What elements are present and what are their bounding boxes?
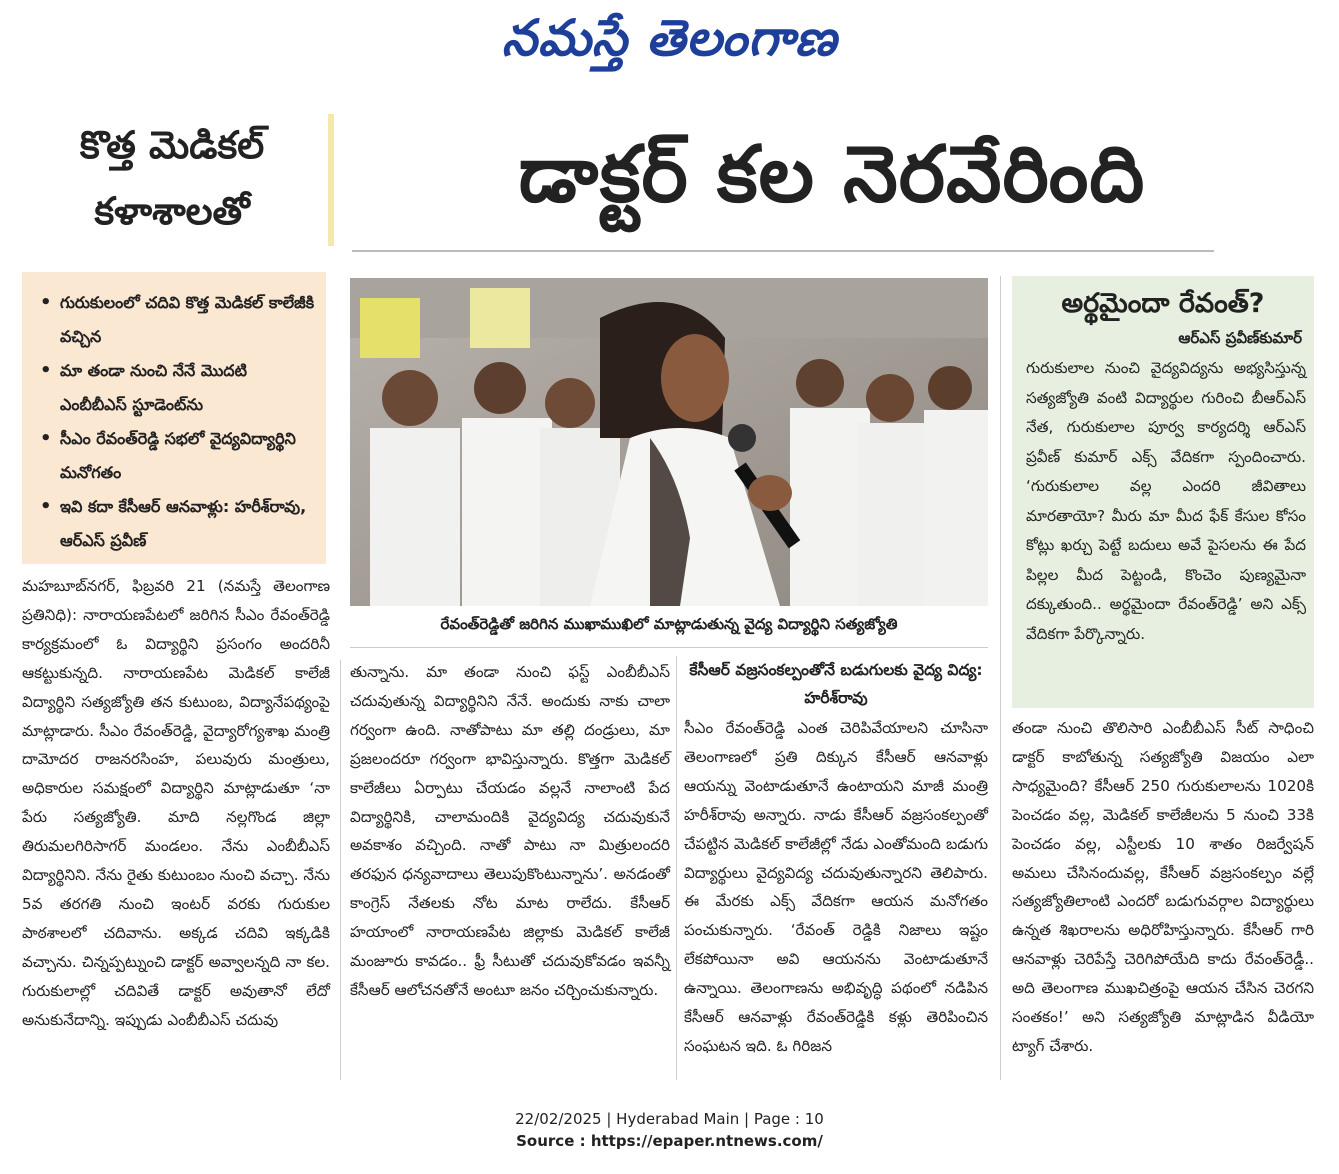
kicker-line-1: కొత్త మెడికల్ — [79, 123, 265, 167]
article-column-3: సీఎం రేవంత్‌రెడ్డి ఎంత చెరిపివేయాలని చూసినా తెలంగాణలో ప్రతి దిక్కున కేసీఆర్ ఆనవాళ్లు ఆయన్ను వెంటాడుతూనే ఉంటాయని మాజీ మంత్రి హరీశ్‌రావు అన్నారు. నాడు కేసీఆర్ వజ్రసంకల్పంతో చేపట్టిన మెడికల్ కాలేజీల్లో నేడు ఎంతోమంది బడుగు విద్యార్థులు వైద్యవిద్య చదువుతున్నారని తెలిపారు. ఈ మేరకు ఎక్స్ వేదికగా ఆయన మనోగతం పంచుకున్నారు. ‘రేవంత్ రెడ్డికి నిజాలు ఇష్టం లేకపోయినా అవి ఆయనను వెంటాడుతూనే ఉన్నాయి. తెలంగాణను అభివృద్ధి పథంలో నడిపిన కేసీఆర్ ఆనవాళ్లు రేవంత్‌రెడ్డికి కళ్లు తెరిపించిన సంఘటన ఇది. ఓ గిరిజన — [684, 719, 988, 1055]
column-rule — [676, 656, 677, 1080]
sidebar-body: గురుకులాల నుంచి వైద్యవిద్యను అభ్యసిస్తున్న సత్యజ్యోతి వంటి విద్యార్థుల గురించి బీఆర్‌ఎస్ నేత, గురుకులాల పూర్వ కార్యదర్శి ఆర్‌ఎస్ ప్రవీణ్ కుమార్ ఎక్స్ వేదికగా స్పందించారు. ‘గురుకులాల వల్ల ఎందరి జీవితాలు మారతాయో? మీరు మా మీద ఫేక్ కేసుల కోసం కోట్లు ఖర్చు పెట్టే బదులు అవే పైసలను ఈ పేద పిల్లల మీద పెట్టండి, కొంచెం పుణ్యమైనా దక్కుతుంది.. అర్థమైందా రేవంత్‌రెడ్డి’ అని ఎక్స్ వేదికగా పేర్కొన్నారు. — [1026, 359, 1306, 643]
highlight-item: • సీఎం రేవంత్‌రెడ్డి సభలో వైద్యవిద్యార్థిని మనోగతం — [36, 422, 316, 490]
opinion-sidebar — [1012, 276, 1314, 708]
headline-rule — [352, 250, 1214, 252]
column-rule — [1000, 276, 1001, 1080]
masthead — [0, 0, 1339, 80]
kicker-divider — [328, 114, 334, 246]
highlight-item: • ఇవి కదా కేసీఆర్ ఆనవాళ్లు: హరీశ్‌రావు, ఆర్‌ఎస్ ప్రవీణ్ — [36, 490, 316, 558]
highlight-item: • గురుకులంలో చదివి కొత్త మెడికల్ కాలేజీకి వచ్చిన — [36, 286, 316, 354]
sidebar-title: అర్థమైందా రేవంత్? — [1061, 288, 1265, 319]
subheading: కేసీఆర్ వజ్రసంకల్పంతోనే బడుగులకు వైద్య విద్య: హరీశ్‌రావు — [689, 661, 983, 707]
photo-illustration — [350, 278, 988, 606]
footer-source: Source : https://epaper.ntnews.com/ — [516, 1132, 823, 1150]
highlight-item: • మా తండా నుంచి నేనే మొదటి ఎంబీబీఎస్ స్టూడెంట్‌ను — [36, 354, 316, 422]
highlights-box — [22, 272, 326, 564]
photo-caption: రేవంత్‌రెడ్డితో జరిగిన ముఖాముఖిలో మాట్లాడుతున్న వైద్య విద్యార్థిని సత్యజ్యోతి — [350, 607, 988, 648]
kicker-line-2: కళాశాలతో — [94, 189, 250, 233]
article-column-2: తున్నాను. మా తండా నుంచి ఫస్ట్ ఎంబీబీఎస్ చదువుతున్న విద్యార్థినిని నేనే. అందుకు నాకు చాలా గర్వంగా ఉంది. నాతోపాటు మా తల్లి దండ్రులు, మా ప్రజలందరూ గర్వంగా భావిస్తున్నారు. కొత్తగా మెడికల్ కాలేజీలు ఏర్పాటు చేయడం వల్లనే నాలాంటి పేద విద్యార్థినికి, చాలామందికి వైద్యవిద్య చదువుకునే అవకాశం వచ్చింది. నాతో పాటు నా మిత్రులందరి తరఫున ధన్యవాదాలు తెలుపుకొంటున్నాను’. అనడంతో కాంగ్రెస్ నేతలకు నోట మాట రాలేదు. కేసీఆర్ హయాంలో నారాయణపేట జిల్లాకు మెడికల్ కాలేజీ మంజూరు కావడం.. ఫ్రీ సీటుతో చదువుకోవడం ఇవన్నీ కేసీఆర్ ఆలోచనతోనే అంటూ జనం చర్చించుకున్నారు. — [350, 663, 670, 999]
column-rule — [340, 660, 341, 1080]
masthead-title: నమస్తే తెలంగాణ — [501, 8, 838, 67]
footer-date-edition: 22/02/2025 | Hyderabad Main | Page : 10 — [515, 1110, 824, 1128]
sidebar-byline: ఆర్‌ఎస్ ప్రవీణ్‌కుమార్ — [1178, 329, 1302, 347]
kicker — [22, 112, 322, 252]
page-footer — [0, 1108, 1339, 1152]
news-photo — [350, 278, 988, 606]
article-column-1: మహబూబ్‌నగర్, ఫిబ్రవరి 21 (నమస్తే తెలంగాణ ప్రతినిధి): నారాయణపేటలో జరిగిన సీఎం రేవంత్‌రెడ్డి కార్యక్రమంలో ఓ విద్యార్థిని ప్రసంగం అందరినీ ఆకట్టుకున్నది. నారాయణపేట మెడికల్ కాలేజీ విద్యార్థిని సత్యజ్యోతి తన కుటుంబ, విద్యానేపథ్యంపై మాట్లాడారు. సీఎం రేవంత్‌రెడ్డి, వైద్యారోగ్యశాఖ మంత్రి దామోదర రాజనరసింహ, పలువురు మంత్రులు, అధికారుల సమక్షంలో విద్యార్థిని మాట్లాడుతూ ‘నా పేరు సత్యజ్యోతి. మాది నల్లగొండ జిల్లా తిరుమలగిరిసాగర్ మండలం. నేను ఎంబీబీఎస్ విద్యార్థినిని. నేను రైతు కుటుంబం నుంచి వచ్చా. నేను 5వ తరగతి నుంచి ఇంటర్ వరకు గురుకుల పాఠశాలలో చదివాను. అక్కడ చదివి ఇక్కడికి వచ్చాను. చిన్నప్పట్నుంచి డాక్టర్ అవ్వాలన్నది నా కల. గురుకులాల్లో చదివితే డాక్టర్ అవుతానో లేదో అనుకునేదాన్ని. ఇప్పుడు ఎంబీబీఎస్ చదువు — [22, 577, 330, 1029]
headline: డాక్టర్ కల నెరవేరింది — [518, 130, 1146, 220]
article-column-4: తండా నుంచి తొలిసారి ఎంబీబీఎస్ సీట్ సాధించి డాక్టర్ కాబోతున్న సత్యజ్యోతి విజయం ఎలా సాధ్యమైంది? కేసీఆర్ 250 గురుకులాలను 1020కి పెంచడం వల్ల, మెడికల్ కాలేజీలను 5 నుంచి 33కి పెంచడం వల్ల, ఎస్టీలకు 10 శాతం రిజర్వేషన్ అమలు చేసినందువల్ల, కేసీఆర్ వజ్రసంకల్పం వల్లే సత్యజ్యోతిలాంటి ఎందరో బడుగువర్గాల విద్యార్థులు ఉన్నత శిఖరాలను అధిరోహిస్తున్నారు. కేసీఆర్ గారి ఆనవాళ్లు చెరిపేస్తే చెరిగిపోయేది కాదు రేవంత్‌రెడ్డీ.. అది తెలంగాణ ముఖచిత్రంపై ఆయన చేసిన చెరగని సంతకం!’ అని సత్యజ్యోతి మాట్లాడిన వీడియో ట్యాగ్ చేశారు. — [1012, 719, 1314, 1055]
